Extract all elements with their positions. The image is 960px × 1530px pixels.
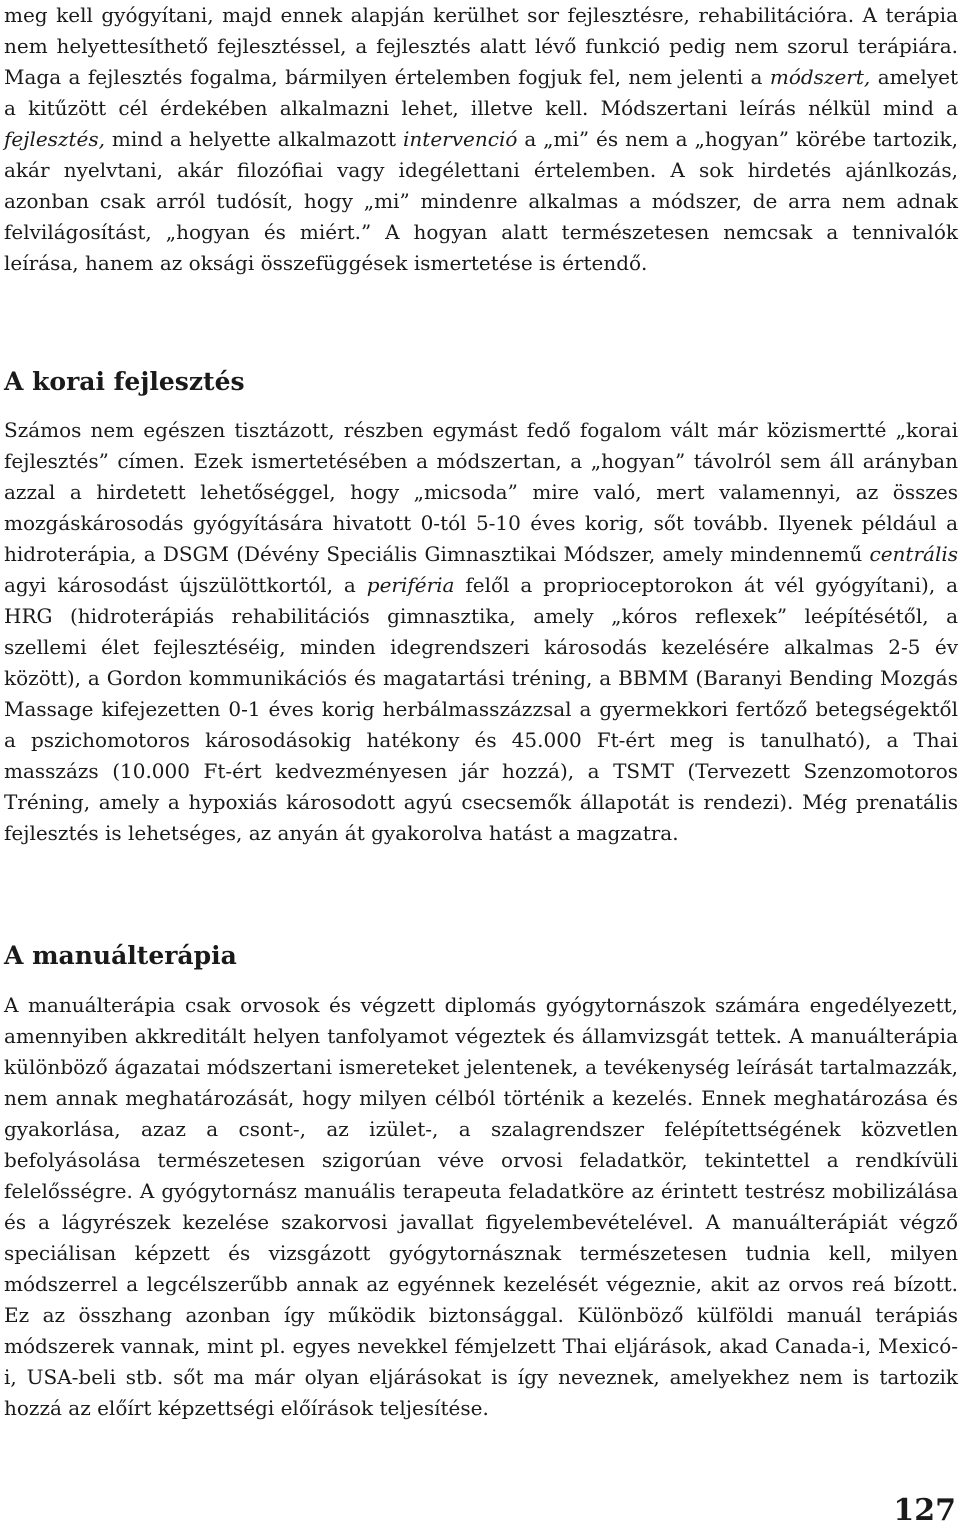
section-heading-manualterapia: A manuálterápia [4,941,237,970]
page-number: 127 [893,1493,956,1528]
text-run: mind a helyette alkalmazott [104,127,404,151]
korai-fejlesztes-paragraph [4,415,958,849]
manualterapia-paragraph: A manuálterápia csak orvosok és végzett diplomás gyógytornászok számára engedélyezett, amennyiben akkreditált helyen tanfolyamot végeztek és államvizsgát tettek. A manuálterápia különböző ágazatai módszertani ismereteket jelentenek, a tevékenység leírását tartalmazzák, nem annak meghatározását, hogy milyen célból történik a kezelés. Ennek meghatározása és gyakorlása, azaz a csont-, az izület-, a szalagrendszer felépítettségének közvetlen befolyásolása természetesen szigorúan véve orvosi feladatkör, tekintettel a rendkívüli felelősségre. A gyógytornász manuális terapeuta feladatköre az érintett testrész mobilizálása és a lágyrészek kezelése szakorvosi javallat figyelembevételével. A manuálterápiát végző speciálisan képzett és vizsgázott gyógytornásznak természetesen tudnia kell, milyen módszerrel a legcélszerűbb annak az egyénnek kezelését végeznie, akit az orvos reá bízott. Ez az összhang azonban így működik biztonsággal. Különböző külföldi manuál terápiás módszerek vannak, mint pl. egyes nevekkel fémjelzett Thai eljárások, akad Canada-i, Mexicó-i, USA-beli stb. sőt ma már olyan eljárásokat is így neveznek, amelyekhez nem is tartozik hozzá az előírt képzettségi előírások teljesítése. [4,993,958,1420]
text-run: felől a proprioceptorokon át vél gyógyítani), a HRG (hidroterápiás rehabilitációs gimnasztika, amely „kóros reflexek” leépítésétől, a szellemi élet fejlesztéséig, minden idegrendszeri károsodás kezelésére alkalmas 2-5 év között), a Gordon kommunikációs és magatartási tréning, a BBMM (Baranyi Bending Mozgás Massage kifejezetten 0-1 éves korig herbálmasszázzsal a gyermekkori fertőző betegségektől a pszichomotoros károsodásokig hatékony és 45.000 Ft-ért meg is tanulható), a Thai masszázs (10.000 Ft-ért kedvezményesen jár hozzá), a TSMT (Tervezett Szenzomotoros Tréning, amely a hypoxiás károsodott agyú csecsemők állapotát is rendezi). Még prenatális fejlesztés is lehetséges, az anyán át gyakorolva hatást a magzatra. [4,573,959,845]
emphasis-intervencio: intervenció [403,127,518,151]
text-run: Számos nem egészen tisztázott, részben egymást fedő fogalom vált már közismertté „korai fejlesztés” címen. Ezek ismertetésében a módszertan, a „hogyan” távolról sem áll arányban azzal a hirdetett lehetőséggel, hogy „micsoda” mire való, mert valamennyi, az összes mozgáskárosodás gyógyítására hivatott 0-tól 5-10 éves korig, sőt tovább. Ilyenek például a hidroterápia, a DSGM (Dévény Speciális Gimnasztikai Módszer, amely mindennemű [4,418,958,566]
text-run: a „mi” és nem a „hogyan” körébe tartozik, akár nyelvtani, akár filozófiai vagy idegélettani értelemben. A sok hirdetés ajánlkozás, azonban csak arról tudósít, hogy „mi” mindenre alkalmas a módszer, de arra nem adnak felvilágosítást, „hogyan és miért.” A hogyan alatt természetesen nemcsak a tennivalók leírása, hanem az oksági összefüggések ismertetése is értendő. [4,127,958,275]
text-run: agyi károsodást újszülöttkortól, a [4,573,367,597]
emphasis-periferia: periféria [366,573,455,597]
intro-paragraph [4,0,958,279]
text-run: amelyet a kitűzött cél érdekében alkalmazni lehet, illetve kell. Módszertani leírás nélkül mind a [4,65,958,120]
text-run: meg kell gyógyítani, majd ennek alapján kerülhet sor fejlesztésre, rehabilitációra. A terápia nem helyettesíthető fejlesztéssel, a fejlesztés alatt lévő funkció pedig nem szorul terápiára. Maga a fejlesztés fogalma, bármilyen értelemben fogjuk fel, nem jelenti a [4,3,958,89]
emphasis-modszert: módszert, [769,65,871,89]
section-heading-korai-fejlesztes: A korai fejlesztés [4,367,245,396]
emphasis-centralis: centrális [869,542,958,566]
emphasis-fejlesztes: fejlesztés, [4,127,105,151]
